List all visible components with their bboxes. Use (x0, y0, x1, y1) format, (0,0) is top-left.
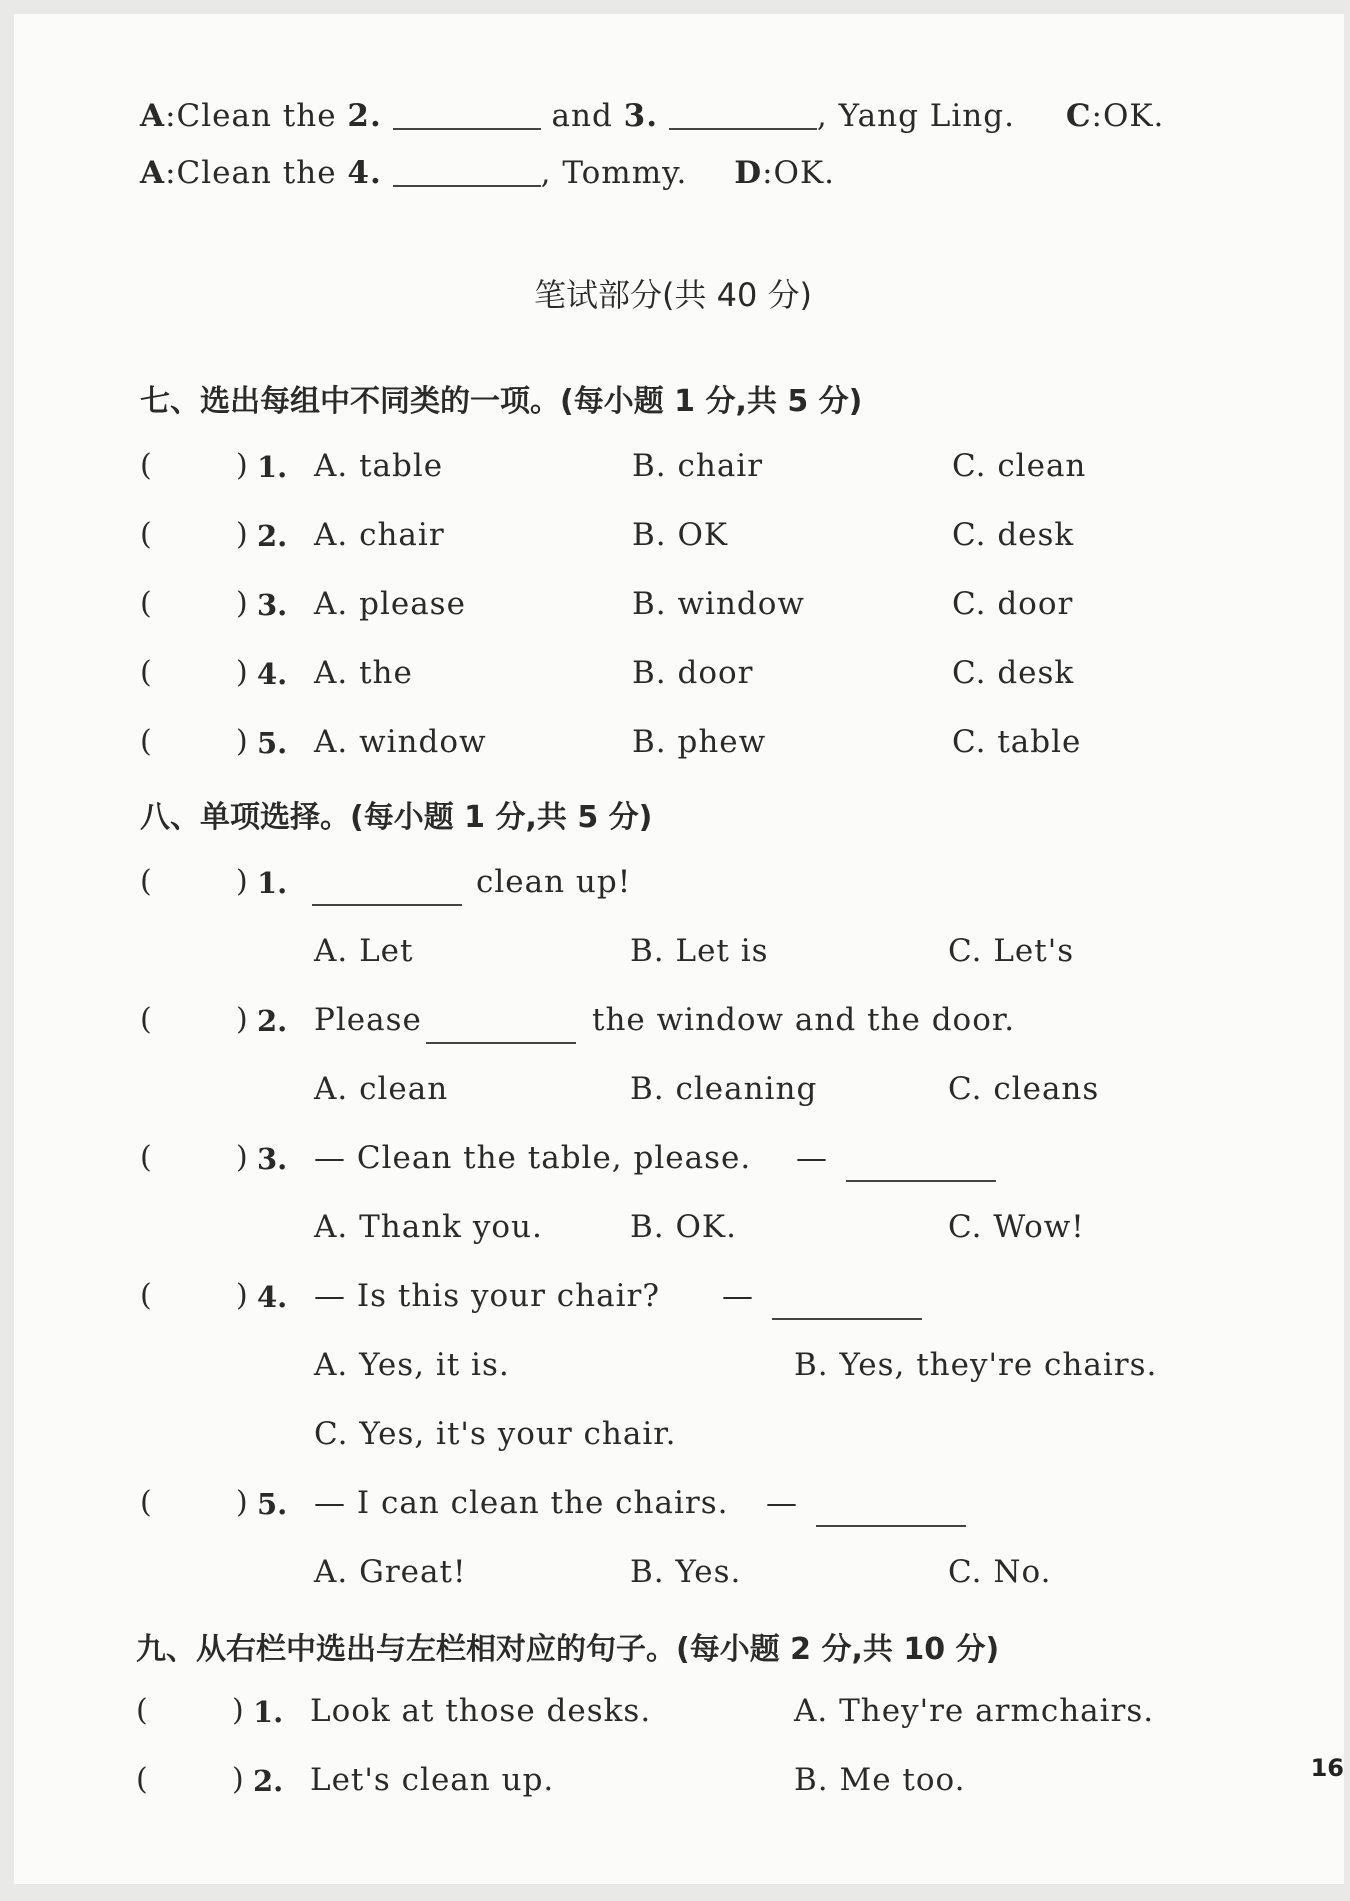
answer-paren-right: ) (236, 1485, 248, 1520)
option-b: B. OK. (630, 1209, 737, 1245)
option-a: A. Thank you. (314, 1209, 543, 1245)
question-text: — Clean the table, please. (314, 1140, 752, 1176)
question-number: 4. (257, 657, 288, 691)
option-b: B. Yes, they're chairs. (794, 1347, 1158, 1383)
answer-paren-left: ( (136, 1762, 148, 1797)
dialogue-text: Clean the (176, 155, 348, 191)
right-sentence: A. They're armchairs. (794, 1693, 1155, 1729)
question-text: — I can clean the chairs. (314, 1485, 729, 1521)
answer-paren-right: ) (236, 655, 248, 690)
answer-paren-right: ) (236, 586, 248, 621)
option-c: C. desk (952, 517, 1075, 553)
question-number: 5. (257, 1487, 288, 1521)
option-a: A. table (314, 448, 444, 484)
speaker-a: A (140, 155, 166, 191)
answer-blank-4[interactable] (393, 155, 541, 187)
colon: : (165, 98, 177, 134)
answer-paren-right: ) (236, 1002, 248, 1037)
option-a: A. please (314, 586, 466, 622)
section-9-heading: 九、从右栏中选出与左栏相对应的句子。(每小题 2 分,共 10 分) (136, 1632, 1000, 1667)
option-c: C. Yes, it's your chair. (314, 1416, 677, 1452)
colon: : (165, 155, 177, 191)
option-c: C. cleans (948, 1071, 1100, 1107)
answer-paren-left: ( (136, 1693, 148, 1728)
option-b: B. Yes. (630, 1554, 742, 1590)
colon: : (1091, 98, 1103, 134)
answer-paren-left: ( (140, 724, 152, 759)
reply-dash: — (766, 1485, 798, 1521)
answer-paren-right: ) (232, 1693, 244, 1728)
option-b: B. Let is (630, 933, 769, 969)
answer-paren-right: ) (236, 517, 248, 552)
answer-blank[interactable] (312, 874, 462, 906)
question-number: 5. (257, 726, 288, 760)
option-b: B. door (632, 655, 754, 691)
answer-paren-left: ( (140, 517, 152, 552)
answer-blank-2[interactable] (393, 98, 541, 130)
option-c: C. Let's (948, 933, 1075, 969)
speaker-d: D (734, 155, 763, 191)
blank-number: 2. (347, 98, 382, 134)
option-c: C. table (952, 724, 1082, 760)
question-number: 2. (257, 519, 288, 553)
option-c: C. door (952, 586, 1074, 622)
speaker-c: C (1065, 98, 1092, 134)
section-title: 笔试部分(共 40 分) (534, 276, 813, 314)
option-c: C. Wow! (948, 1209, 1085, 1245)
question-text: clean up! (476, 864, 632, 900)
answer-paren-right: ) (236, 724, 248, 759)
answer-blank[interactable] (846, 1150, 996, 1182)
dialogue-line-1 (140, 98, 1164, 134)
option-a: A. the (314, 655, 413, 691)
left-sentence: Let's clean up. (310, 1762, 555, 1798)
option-b: B. OK (632, 517, 729, 553)
question-text: — Is this your chair? (314, 1278, 660, 1314)
question-number: 1. (257, 450, 288, 484)
option-b: B. chair (632, 448, 764, 484)
dialogue-text: , Tommy. (540, 155, 688, 191)
dialogue-text: and (540, 98, 624, 134)
dialogue-reply: OK. (773, 155, 835, 191)
answer-paren-right: ) (236, 448, 248, 483)
answer-paren-right: ) (232, 1762, 244, 1797)
answer-paren-left: ( (140, 1485, 152, 1520)
answer-blank[interactable] (772, 1288, 922, 1320)
question-number: 2. (257, 1004, 288, 1038)
blank-number: 4. (347, 155, 382, 191)
option-b: B. window (632, 586, 805, 622)
option-a: A. Yes, it is. (314, 1347, 510, 1383)
section-7-heading: 七、选出每组中不同类的一项。(每小题 1 分,共 5 分) (140, 384, 863, 419)
reply-dash: — (796, 1140, 828, 1176)
question-number: 3. (257, 588, 288, 622)
answer-paren-right: ) (236, 864, 248, 899)
answer-paren-left: ( (140, 586, 152, 621)
option-b: B. phew (632, 724, 767, 760)
dialogue-reply: OK. (1102, 98, 1165, 134)
question-number: 3. (257, 1142, 288, 1176)
worksheet-page (14, 14, 1344, 1884)
question-text: the window and the door. (592, 1002, 1016, 1038)
answer-blank[interactable] (816, 1495, 966, 1527)
option-a: A. Great! (314, 1554, 467, 1590)
section-8-heading: 八、单项选择。(每小题 1 分,共 5 分) (140, 800, 653, 835)
dialogue-text: , Yang Ling. (816, 98, 1015, 134)
answer-paren-left: ( (140, 1002, 152, 1037)
answer-paren-right: ) (236, 1140, 248, 1175)
option-a: A. clean (314, 1071, 449, 1107)
option-b: B. cleaning (630, 1071, 818, 1107)
question-text: Please (314, 1002, 422, 1038)
question-number: 4. (257, 1280, 288, 1314)
option-c: C. No. (948, 1554, 1052, 1590)
reply-dash: — (722, 1278, 754, 1314)
question-number: 1. (257, 866, 288, 900)
answer-paren-left: ( (140, 655, 152, 690)
answer-paren-left: ( (140, 1278, 152, 1313)
right-sentence: B. Me too. (794, 1762, 966, 1798)
blank-number: 3. (623, 98, 659, 134)
dialogue-text: Clean the (176, 98, 348, 134)
answer-paren-left: ( (140, 1140, 152, 1175)
dialogue-line-2 (140, 155, 835, 191)
question-number: 2. (253, 1764, 284, 1798)
option-c: C. desk (952, 655, 1075, 691)
option-a: A. Let (314, 933, 414, 969)
option-a: A. window (314, 724, 487, 760)
answer-blank[interactable] (426, 1012, 576, 1044)
question-number: 1. (253, 1695, 284, 1729)
answer-paren-left: ( (140, 448, 152, 483)
speaker-a: A (140, 98, 166, 134)
page-number: 16 (1310, 1754, 1344, 1782)
answer-paren-right: ) (236, 1278, 248, 1313)
option-c: C. clean (952, 448, 1087, 484)
left-sentence: Look at those desks. (310, 1693, 652, 1729)
answer-blank-3[interactable] (669, 98, 817, 130)
option-a: A. chair (314, 517, 445, 553)
answer-paren-left: ( (140, 864, 152, 899)
colon: : (762, 155, 774, 191)
